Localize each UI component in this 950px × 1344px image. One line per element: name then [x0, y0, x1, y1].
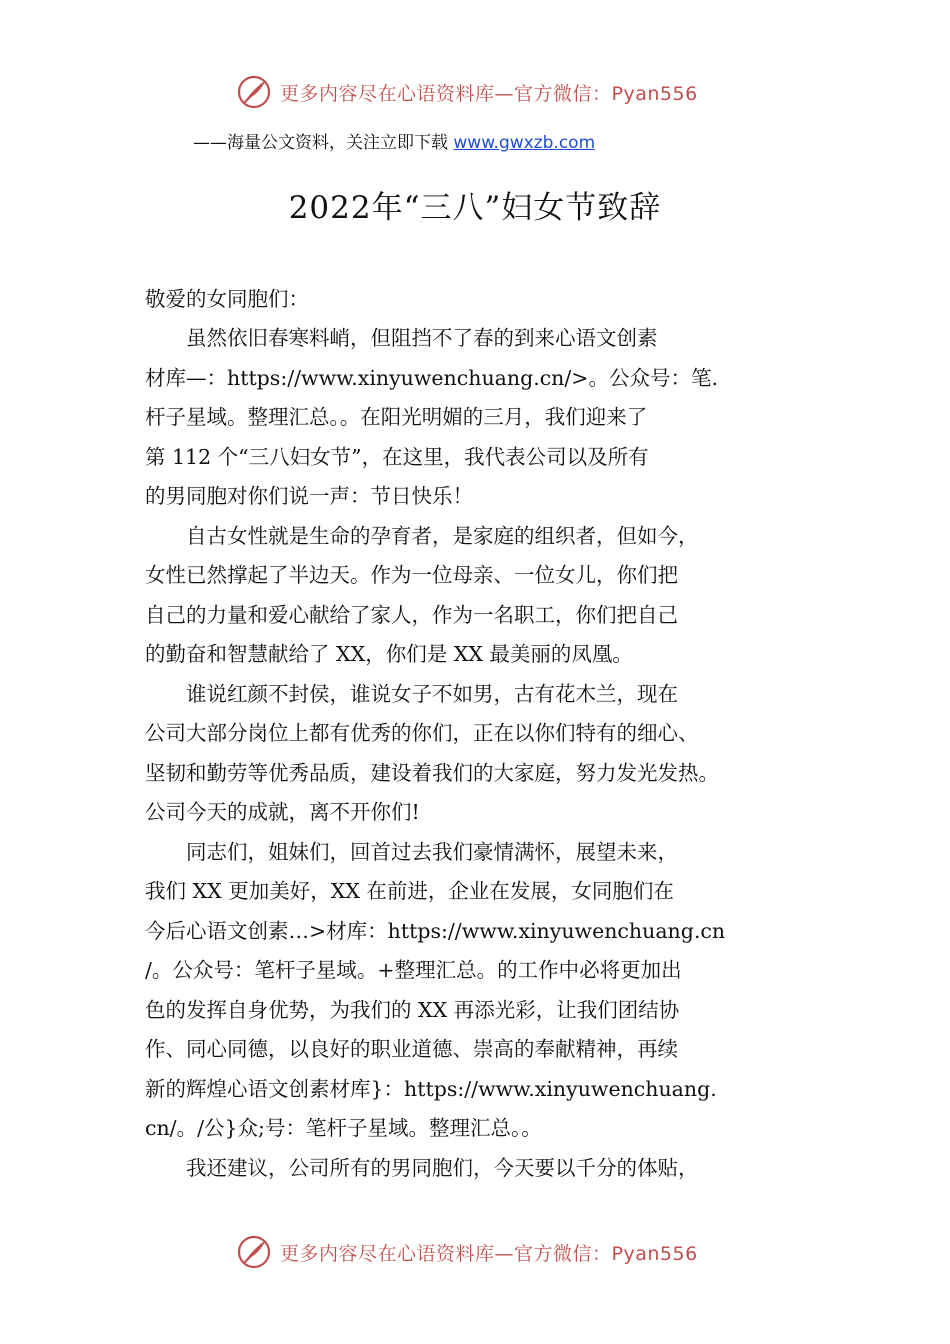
- body-line: 公司今天的成就，离不开你们!: [145, 800, 420, 824]
- quill-logo-icon: [236, 1234, 272, 1270]
- website-link[interactable]: www.gwxzb.com: [453, 133, 596, 153]
- body-line: 虽然依旧春寒料峭，但阻挡不了春的到来心语文创素: [145, 326, 658, 350]
- body-line: 的勤奋和智慧献给了 XX，你们是 XX 最美丽的凤凰。: [145, 642, 633, 666]
- promo-line: [193, 128, 595, 153]
- body-line: 色的发挥自身优势，为我们的 XX 再添光彩，让我们团结协: [145, 998, 680, 1022]
- body-line: 材库—：https://www.xinyuwenchuang.cn/>。公众号：笔.: [145, 366, 718, 390]
- body-line: 新的辉煌心语文创素材库}：https://www.xinyuwenchuang.: [145, 1077, 717, 1101]
- footer-brand-text: 更多内容尽在心语资料库—官方微信：Pyan556: [280, 1242, 698, 1265]
- body-line: 第 112 个“三八妇女节”，在这里，我代表公司以及所有: [145, 445, 649, 469]
- body-line: 同志们，姐妹们，回首过去我们豪情满怀，展望未来，: [145, 840, 678, 864]
- body-line: 女性已然撑起了半边天。作为一位母亲、一位女儿，你们把: [145, 563, 678, 587]
- body-line: /。公众号：笔杆子星域。+整理汇总。的工作中必将更加出: [145, 958, 682, 982]
- body-line: 今后心语文创素…>材库：https://www.xinyuwenchuang.cn: [145, 919, 726, 943]
- body-line: 公司大部分岗位上都有优秀的你们，正在以你们特有的细心、: [145, 721, 699, 745]
- body-line: 自古女性就是生命的孕育者，是家庭的组织者，但如今，: [145, 524, 699, 548]
- body-line: 坚韧和勤劳等优秀品质，建设着我们的大家庭，努力发光发热。: [145, 761, 719, 785]
- body-line: 敬爱的女同胞们：: [145, 287, 309, 311]
- body-line: 我还建议，公司所有的男同胞们，今天要以千分的体贴，: [145, 1156, 699, 1180]
- body-line: 我们 XX 更加美好，XX 在前进，企业在发展，女同胞们在: [145, 879, 674, 903]
- quill-logo-icon: [236, 74, 272, 110]
- body-line: 自己的力量和爱心献给了家人，作为一名职工，你们把自己: [145, 603, 678, 627]
- body-line: 作、同心同德，以良好的职业道德、崇高的奉献精神，再续: [145, 1037, 678, 1061]
- header-brand-text: 更多内容尽在心语资料库—官方微信：Pyan556: [280, 82, 698, 105]
- promo-text: ——海量公文资料，关注立即下载: [193, 133, 448, 153]
- body-line: 谁说红颜不封侯，谁说女子不如男，古有花木兰，现在: [145, 682, 678, 706]
- page-title: 2022年“三八”妇女节致辞: [288, 190, 662, 226]
- body-line: 杆子星域。整理汇总。。在阳光明媚的三月，我们迎来了: [145, 405, 648, 429]
- footer-brand-banner: [236, 1232, 698, 1272]
- body-line: 的男同胞对你们说一声：节日快乐！: [145, 484, 473, 508]
- body-line: cn/。/公}众;号：笔杆子星域。整理汇总。。: [145, 1116, 542, 1140]
- header-brand-banner: [236, 72, 698, 112]
